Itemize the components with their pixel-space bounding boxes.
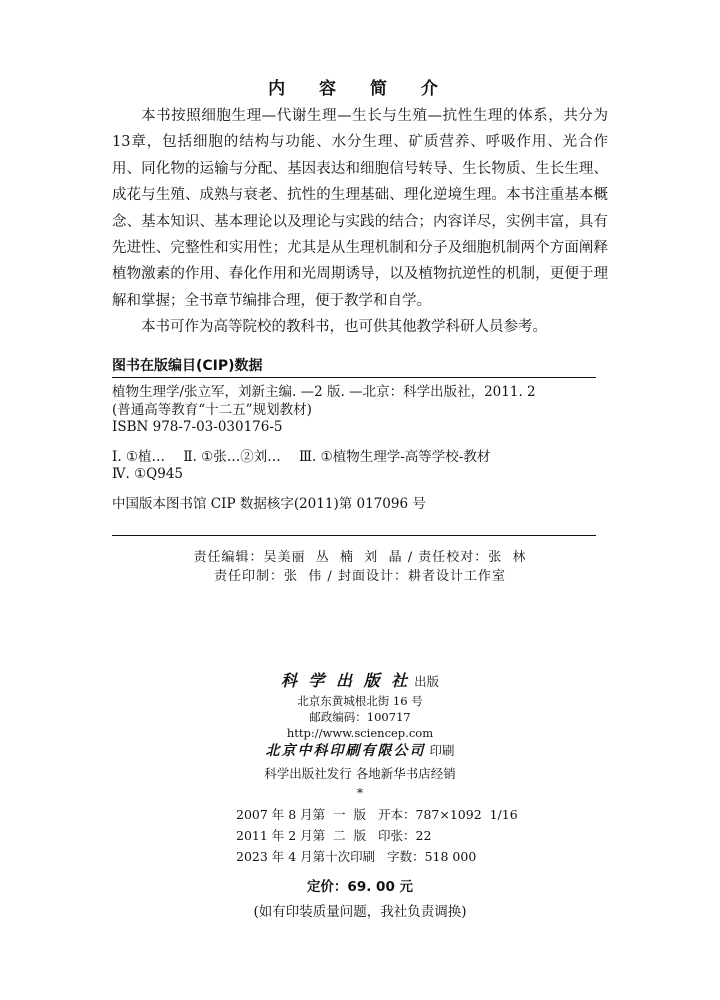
cip-record-line: 植物生理学/张立军，刘新主编. —2 版. —北京：科学出版社，2011. 2 <box>112 384 536 400</box>
spacer <box>112 437 596 449</box>
cip-classification-2: Ⅳ. ①Q945 <box>112 466 184 482</box>
credits <box>0 548 720 586</box>
publisher-line <box>0 670 720 693</box>
intro-paragraph: 本书可作为高等院校的教科书，也可供其他教学科研人员参考。 <box>141 319 547 336</box>
publisher-name: 科 学 出 版 社 <box>280 671 411 690</box>
quality-notice: (如有印装质量问题，我社负责调换) <box>253 904 467 920</box>
spacer <box>112 484 596 496</box>
cip-classification <box>112 449 596 467</box>
publisher-block <box>0 670 720 799</box>
cip-record-line: (普通高等教育“十二五”规划教材) <box>112 401 312 418</box>
printing-line: 2023 年 4 月第十次印刷 字数：518 000 <box>236 849 477 864</box>
distribution-line: 科学出版社发行 各地新华书店经销 <box>264 766 456 781</box>
cip-top-rule <box>112 377 596 378</box>
printer-line <box>0 741 720 761</box>
cip-record <box>112 384 596 513</box>
cip-bottom-rule <box>112 535 596 536</box>
printing-line: 2007 年 8 月第 一 版 开本：787×1092 1/16 <box>236 807 518 822</box>
publisher-suffix: 出版 <box>410 674 440 689</box>
intro-paragraph: 本书按照细胞生理—代谢生理—生长与生殖—抗性生理的体系，共分为13章，包括细胞的结构与功能、水分生理、矿质营养、呼吸作用、光合作用、同化物的运输与分配、基因表达和细胞信号转导、生长物质、生长生理、成花与生殖、成熟与衰老、抗性的生理基础、理化逆境生理。本书注重基本概念、基本知识、基本理论以及理论与实践的结合；内容详尽，实例丰富，具有先进性、完整性和实用性；尤其是从生理机制和分子及细胞机制两个方面阐释植物激素的作用、春化作用和光周期诱导，以及植物抗逆性的机制，更便于理解和掌握；全书章节编排合理，便于教学和自学。 <box>112 108 608 309</box>
publisher-address: 北京东黄城根北街 16 号 <box>297 694 423 708</box>
intro-title: 内 容 简 介 <box>268 79 452 99</box>
publisher-postcode: 邮政编码：100717 <box>309 710 411 724</box>
cip-heading: 图书在版编目(CIP)数据 <box>112 358 263 374</box>
cip-class-item: Ⅱ. ①张…②刘… <box>183 448 281 465</box>
star-separator: * <box>356 785 364 800</box>
cip-class-item: Ⅲ. ①植物生理学-高等学校-教材 <box>299 448 491 465</box>
cip-record-line: ISBN 978-7-03-030176-5 <box>112 419 283 435</box>
printer-suffix: 印刷 <box>425 743 455 758</box>
credits-line: 责任印制：张 伟 / 封面设计：耕者设计工作室 <box>214 569 506 584</box>
cip-core-data: 中国版本图书馆 CIP 数据核字(2011)第 017096 号 <box>112 495 426 512</box>
intro-text <box>112 103 608 341</box>
credits-line: 责任编辑：吴美丽 丛 楠 刘 晶 / 责任校对：张 林 <box>193 550 527 565</box>
printer-name: 北京中科印刷有限公司 <box>265 743 426 759</box>
printing-line: 2011 年 2 月第 二 版 印张：22 <box>236 828 432 843</box>
price: 定价：69. 00 元 <box>306 879 414 895</box>
cip-class-item: Ⅰ. ①植… <box>112 448 166 465</box>
publisher-url: http://www.sciencep.com <box>286 726 434 740</box>
printing-info <box>236 804 556 867</box>
